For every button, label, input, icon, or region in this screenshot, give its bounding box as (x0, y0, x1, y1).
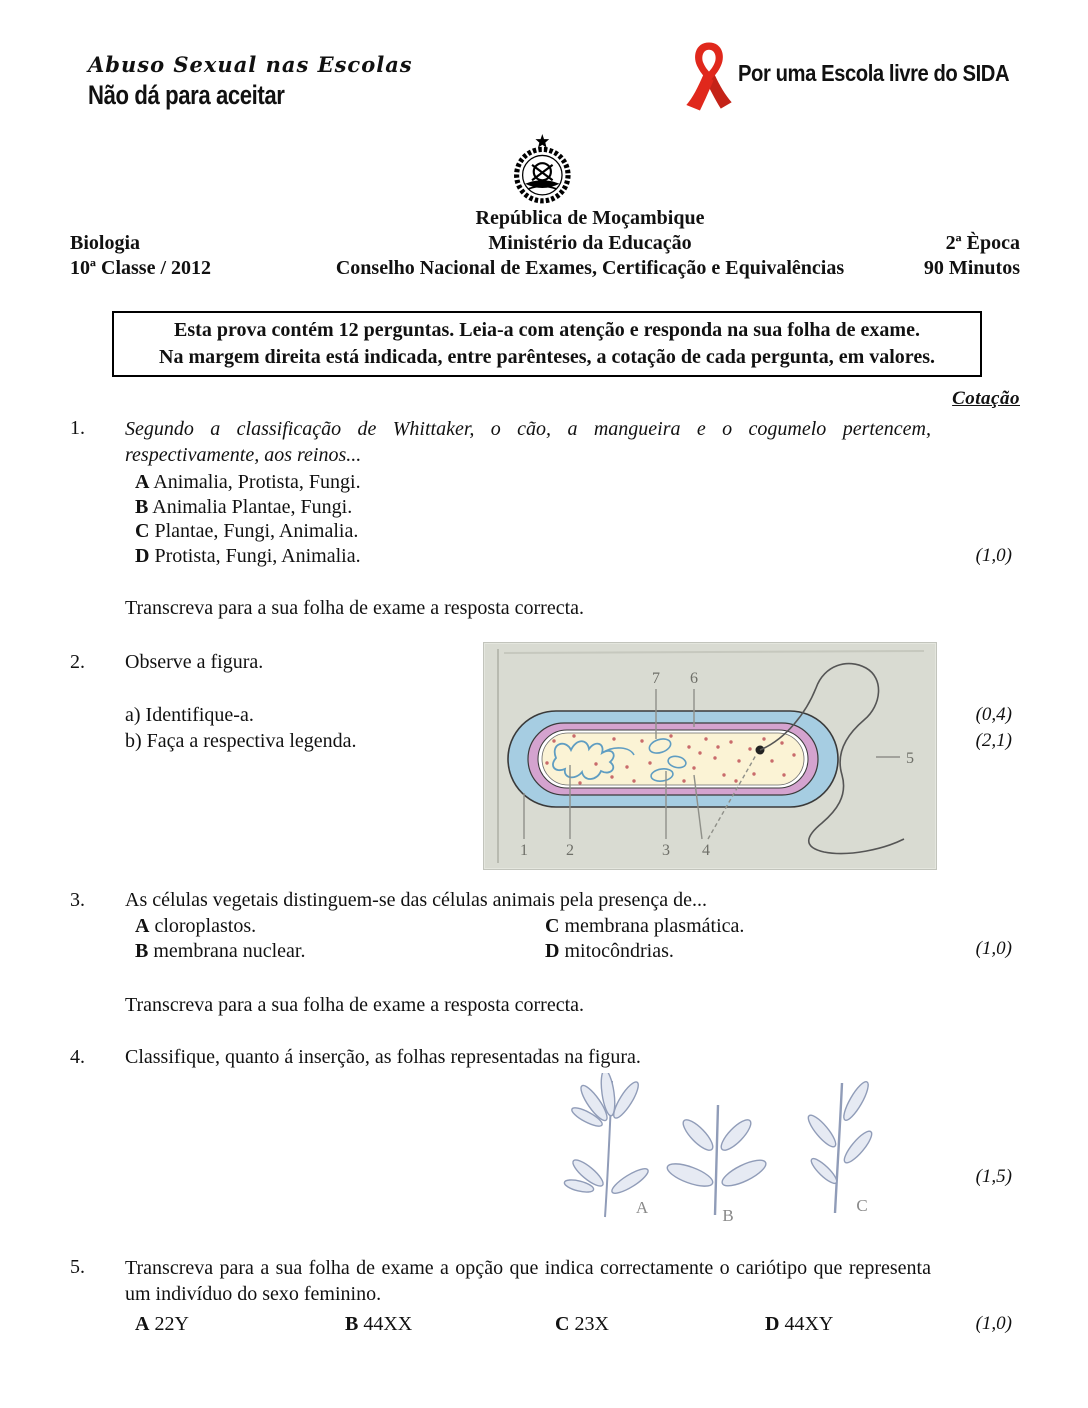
option-a: A Animalia, Protista, Fungi. (135, 471, 361, 493)
figure-label-4: 4 (702, 842, 710, 859)
option-c: C Plantae, Fungi, Animalia. (135, 520, 359, 542)
grade-label: 10ª Classe / 2012 (70, 257, 211, 279)
duration-label: 90 Minutos (923, 257, 1020, 279)
option-a: A 22Y (135, 1313, 189, 1335)
option-b: B membrana nuclear. (135, 939, 306, 962)
question-5-options (125, 1311, 1020, 1337)
figure-label-B: B (722, 1206, 734, 1223)
question-4-stem: Classifique, quanto á inserção, as folhas representadas na figura. (125, 1046, 641, 1068)
subject-label: Biologia (70, 232, 141, 254)
question-1 (70, 416, 1020, 620)
question-4-score: (1,5) (975, 1166, 1012, 1187)
cotacao-column-header: Cotação (952, 388, 1020, 409)
option-c: C membrana plasmática. (545, 915, 745, 937)
epoch-label: 2ª Època (945, 232, 1020, 254)
option-b: B 44XX (345, 1313, 413, 1335)
question-2 (70, 650, 1020, 862)
ribbon-slogan: Por uma Escola livre do SIDA (738, 60, 1010, 86)
question-5-stem: Transcreva para a sua folha de exame a opção que indica correctamente o cariótipo que representa um indivíduo do sexo feminino. (125, 1257, 931, 1305)
question-3-footer: Transcreva para a sua folha de exame a resposta correcta. (125, 994, 585, 1016)
instructions-line-2: Na margem direita está indicada, entre parênteses, a cotação de cada pergunta, em valores. (159, 346, 935, 368)
option-c: C 23X (555, 1313, 609, 1335)
question-4 (70, 1045, 1020, 1223)
ministry-label: Ministério da Educação (488, 232, 692, 254)
figure-label-6: 6 (690, 670, 698, 687)
header-row-3 (70, 256, 1020, 281)
question-1-score: (1,0) (975, 544, 1012, 566)
question-5-number: 5. (70, 1256, 85, 1278)
figure-label-2: 2 (566, 842, 574, 859)
figure-label-3: 3 (662, 842, 670, 859)
question-1-footer: Transcreva para a sua folha de exame a resposta correcta. (125, 597, 585, 619)
question-2a: a) Identifique-a. (0,4) (125, 704, 1012, 726)
option-a: A cloroplastos. (135, 915, 257, 937)
figure-label-1: 1 (520, 842, 528, 859)
header-row-1 (70, 206, 1020, 231)
campaign-slogan-script: Abuso Sexual nas Escolas (88, 52, 413, 77)
question-1-options (125, 470, 1020, 568)
question-3-number: 3. (70, 889, 85, 911)
question-3-stem: As células vegetais distinguem-se das células animais pela presença de... (125, 889, 708, 911)
question-3-options (125, 914, 1020, 963)
leaf-insertion-figure (550, 1073, 885, 1223)
campaign-slogan-bold: Não dá para aceitar (88, 80, 285, 110)
question-2-number: 2. (70, 651, 85, 673)
instructions-box (112, 311, 982, 377)
question-2a-score: (0,4) (975, 704, 1012, 725)
option-d: D Protista, Fungi, Animalia. (1,0) (135, 544, 1012, 567)
figure-label-C: C (856, 1196, 868, 1215)
instructions-line-1: Esta prova contém 12 perguntas. Leia-a com atenção e responda na sua folha de exame. (174, 319, 920, 341)
republic-title: República de Moçambique (475, 207, 705, 229)
question-2b: b) Faça a respectiva legenda. (2,1) (125, 730, 1012, 752)
question-4-number: 4. (70, 1046, 85, 1068)
question-5 (70, 1255, 1020, 1337)
question-1-number: 1. (70, 417, 85, 439)
figure-label-A: A (635, 1198, 649, 1217)
option-d: D mitocôndrias. (545, 939, 674, 962)
question-1-stem: Segundo a classificação de Whittaker, o cão, a mangueira e o cogumelo pertencem, respectivamente, aos reinos... (125, 418, 931, 466)
header-row-2 (70, 231, 1020, 256)
figure-label-7: 7 (652, 670, 660, 687)
question-5-score: (1,0) (975, 1313, 1012, 1334)
option-b: B Animalia Plantae, Fungi. (135, 495, 353, 518)
question-2b-score: (2,1) (975, 730, 1012, 751)
figure-label-5: 5 (906, 750, 914, 767)
bacterium-figure (483, 642, 937, 870)
question-2-stem: Observe a figura. (125, 651, 264, 673)
option-d: D 44XY (765, 1313, 834, 1335)
question-3-score: (1,0) (975, 937, 1012, 959)
council-label: Conselho Nacional de Exames, Certificação e Equivalências (335, 257, 845, 279)
question-3 (70, 888, 1020, 1017)
